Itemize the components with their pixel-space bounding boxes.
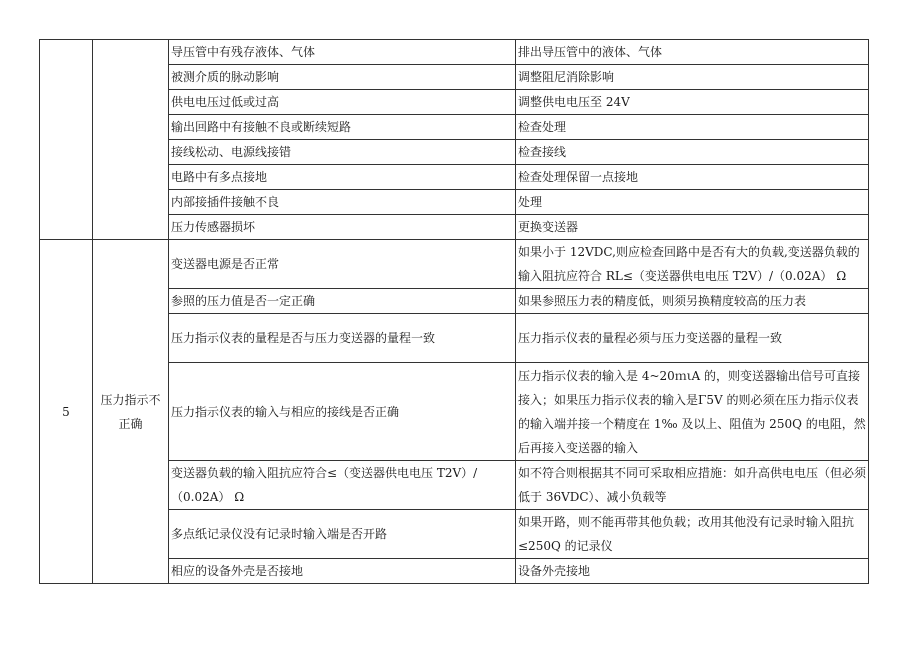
- troubleshooting-table: [39, 39, 869, 584]
- cause-cell: 参照的压力值是否一定正确: [169, 289, 516, 314]
- fix-cell: 如果参照压力表的精度低，则须另换精度较高的压力表: [516, 289, 869, 314]
- fix-cell: 排出导压管中的液体、气体: [516, 40, 869, 65]
- fix-cell: 更换变送器: [516, 215, 869, 240]
- cause-cell: 压力传感器损坏: [169, 215, 516, 240]
- cause-cell: 导压管中有残存液体、气体: [169, 40, 516, 65]
- cause-cell: 变送器负载的输入阻抗应符合≤（变送器供电电压 T2V）/（0.02A） Ω: [169, 461, 516, 510]
- fix-cell: 处理: [516, 190, 869, 215]
- cause-cell: 接线松动、电源线接错: [169, 140, 516, 165]
- cause-cell: 压力指示仪表的量程是否与压力变送器的量程一致: [169, 314, 516, 363]
- cause-cell: 多点纸记录仪没有记录时输入端是否开路: [169, 510, 516, 559]
- cause-cell: 相应的设备外壳是否接地: [169, 559, 516, 584]
- category-cell-blank: [93, 40, 169, 240]
- cause-cell: 变送器电源是否正常: [169, 240, 516, 289]
- fix-cell: 压力指示仪表的输入是 4~20ｍιA 的，则变送器输出信号可直接接入；如果压力指示仪表的输入是Γ5V 的则必须在压力指示仪表的输入端并接一个精度在 1‰ 及以上、阻值为 250Q 的电阻，然后再接入变送器的输入: [516, 363, 869, 461]
- fix-cell: 压力指示仪表的量程必须与压力变送器的量程一致: [516, 314, 869, 363]
- fix-cell: 检查接线: [516, 140, 869, 165]
- table-row: [40, 40, 869, 65]
- cause-cell: 压力指示仪表的输入与相应的接线是否正确: [169, 363, 516, 461]
- number-cell-blank: [40, 40, 93, 240]
- item-number: 5: [40, 240, 93, 584]
- cause-cell: 电路中有多点接地: [169, 165, 516, 190]
- fix-cell: 调整供电电压至 24V: [516, 90, 869, 115]
- cause-cell: 输出回路中有接触不良或断续短路: [169, 115, 516, 140]
- fix-cell: 如不符合则根据其不同可采取相应措施：如升高供电电压（但必须低于 36VDC）、减小负载等: [516, 461, 869, 510]
- fault-category: 压力指示不正确: [93, 240, 169, 584]
- fix-cell: 调整阻尼消除影响: [516, 65, 869, 90]
- cause-cell: 内部接插件接触不良: [169, 190, 516, 215]
- cause-cell: 被测介质的脉动影响: [169, 65, 516, 90]
- fix-cell: 设备外壳接地: [516, 559, 869, 584]
- cause-cell: 供电电压过低或过高: [169, 90, 516, 115]
- fix-cell: 检查处理: [516, 115, 869, 140]
- fix-cell: 如果开路，则不能再带其他负载；改用其他没有记录时输入阻抗≤250Q 的记录仪: [516, 510, 869, 559]
- fix-cell: 如果小于 12VDC,则应检查回路中是否有大的负载,变送器负载的输入阻抗应符合 RL≤（变送器供电电压 T2V）/（0.02A） Ω: [516, 240, 869, 289]
- fix-cell: 检查处理保留一点接地: [516, 165, 869, 190]
- table-row: [40, 240, 869, 289]
